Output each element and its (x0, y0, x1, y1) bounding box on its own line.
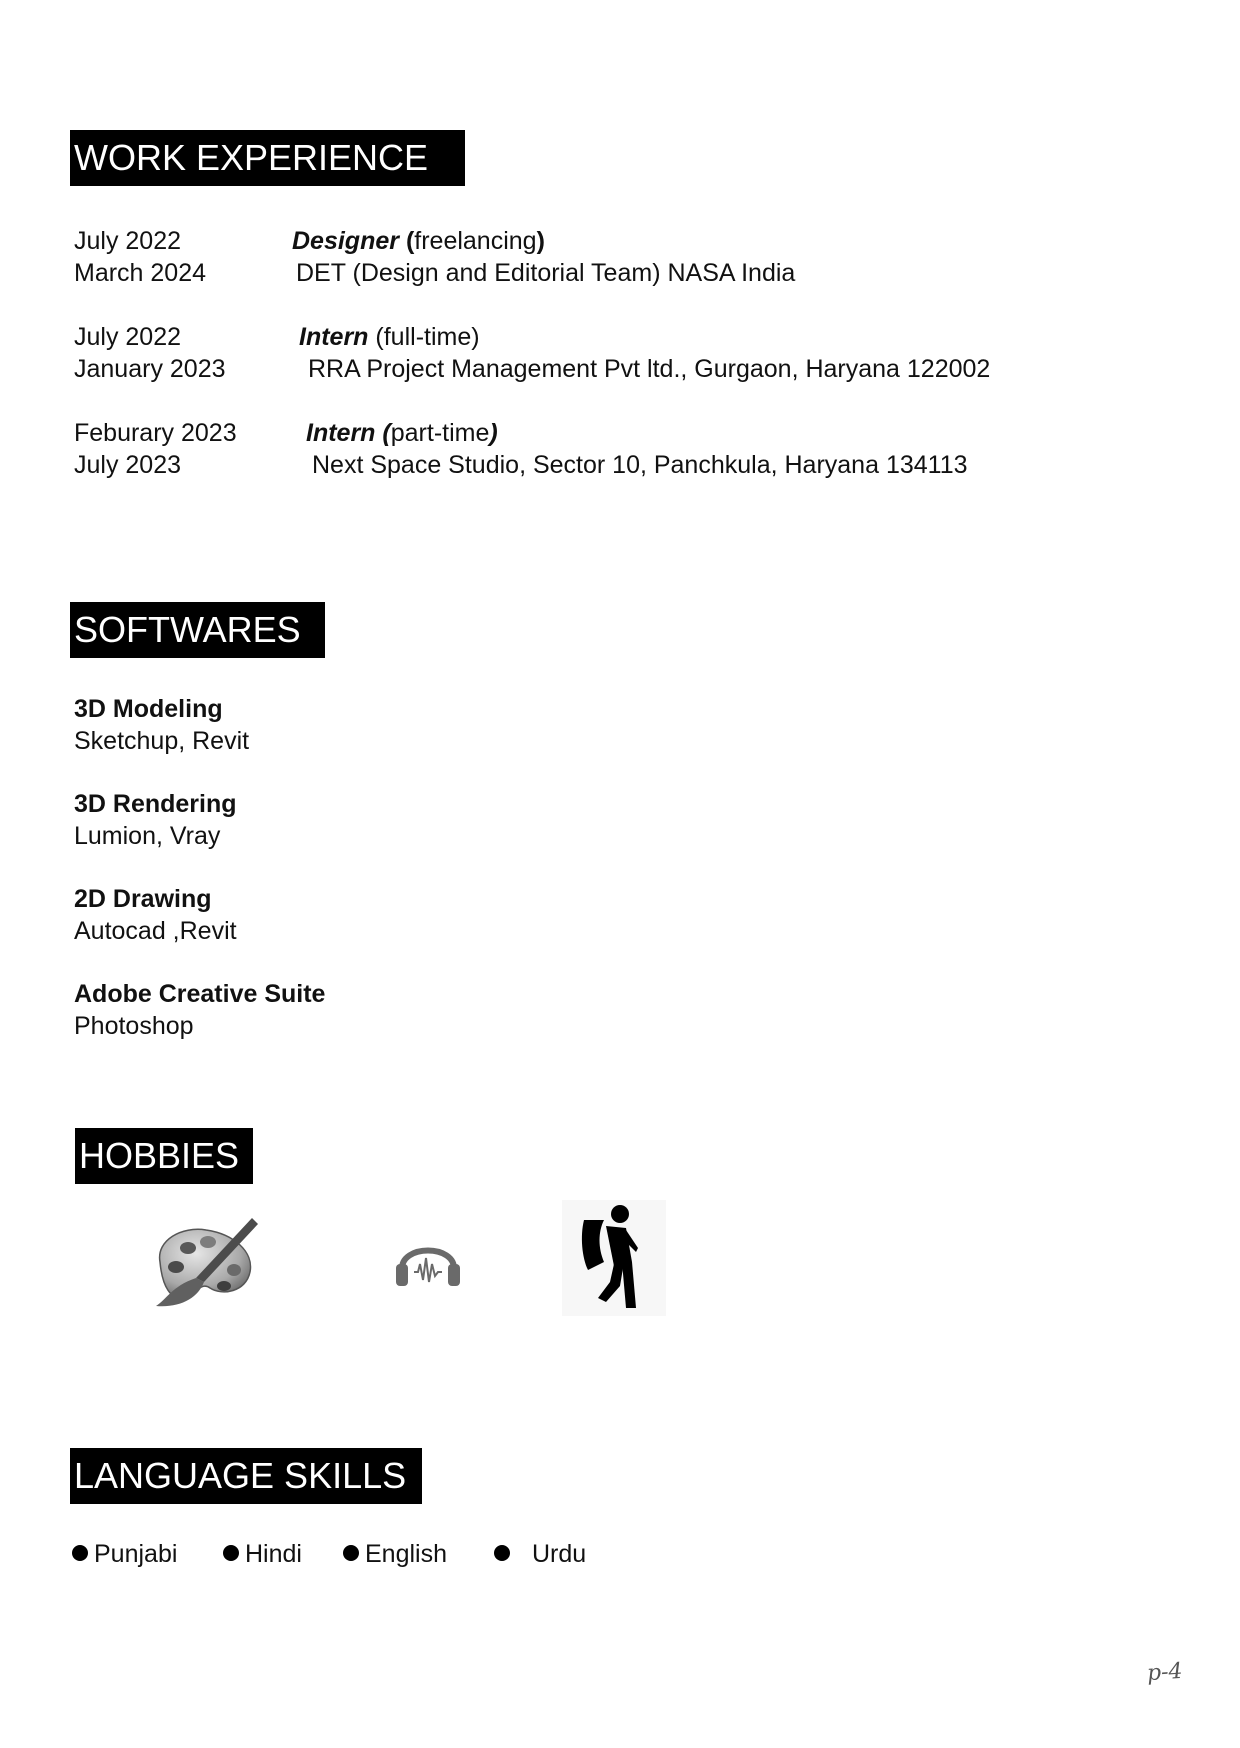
softwares-heading: SOFTWARES (70, 602, 325, 658)
software-tools: Sketchup, Revit (74, 727, 250, 755)
work-entry-1-role-line: Designer (freelancing) (292, 227, 545, 255)
hobbies-heading: HOBBIES (75, 1128, 253, 1184)
language-skills-heading: LANGUAGE SKILLS (70, 1448, 422, 1504)
headphones-music-icon (394, 1230, 462, 1288)
language-item-hindi: Hindi (223, 1538, 302, 1570)
software-group-4 (74, 978, 325, 1042)
software-category: 2D Drawing (74, 885, 212, 913)
work-entry-2-role-line: Intern (full-time) (299, 323, 480, 351)
language-item-english: English (343, 1538, 447, 1570)
work-entry-1-role: Designer (292, 227, 399, 255)
hiking-backpacker-icon (562, 1200, 666, 1316)
work-experience-heading: WORK EXPERIENCE (70, 130, 465, 186)
work-entry-2-role: Intern (299, 323, 369, 351)
work-entry-3-end: July 2023 (74, 451, 182, 479)
work-entry-3-start: Feburary 2023 (74, 419, 237, 447)
work-entry-3-company: Next Space Studio, Sector 10, Panchkula, Haryana 134113 (312, 451, 968, 479)
software-group-1 (74, 693, 249, 757)
software-category: 3D Rendering (74, 790, 237, 818)
work-entry-1-start: July 2022 (74, 227, 182, 255)
bullet-icon (494, 1545, 510, 1561)
bullet-icon (223, 1545, 239, 1561)
work-entry-2-start: July 2022 (74, 323, 182, 351)
software-tools: Photoshop (74, 1012, 194, 1040)
software-tools: Autocad ,Revit (74, 917, 237, 945)
bullet-icon (72, 1545, 88, 1561)
work-entry-3-type: part-time (390, 419, 490, 447)
work-entry-2-company: RRA Project Management Pvt ltd., Gurgaon, Haryana 122002 (308, 355, 991, 383)
software-tools: Lumion, Vray (74, 822, 221, 850)
software-group-3 (74, 883, 237, 947)
work-entry-3-role-line: Intern (part-time) (306, 419, 498, 447)
software-group-2 (74, 788, 237, 852)
paint-palette-icon (148, 1212, 260, 1312)
language-item-urdu: Urdu (494, 1538, 586, 1570)
work-entry-2-type: full-time (383, 323, 472, 351)
bullet-icon (343, 1545, 359, 1561)
work-entry-2-end: January 2023 (74, 355, 226, 383)
page-number: p-4 (1146, 1658, 1184, 1687)
language-item-punjabi: Punjabi (72, 1538, 177, 1570)
work-entry-3-role: Intern (306, 419, 376, 447)
work-entry-1-end: March 2024 (74, 259, 207, 287)
software-category: 3D Modeling (74, 695, 223, 723)
software-category: Adobe Creative Suite (74, 980, 326, 1008)
work-entry-1-company: DET (Design and Editorial Team) NASA India (296, 259, 796, 287)
work-entry-1-type: freelancing (414, 227, 537, 255)
